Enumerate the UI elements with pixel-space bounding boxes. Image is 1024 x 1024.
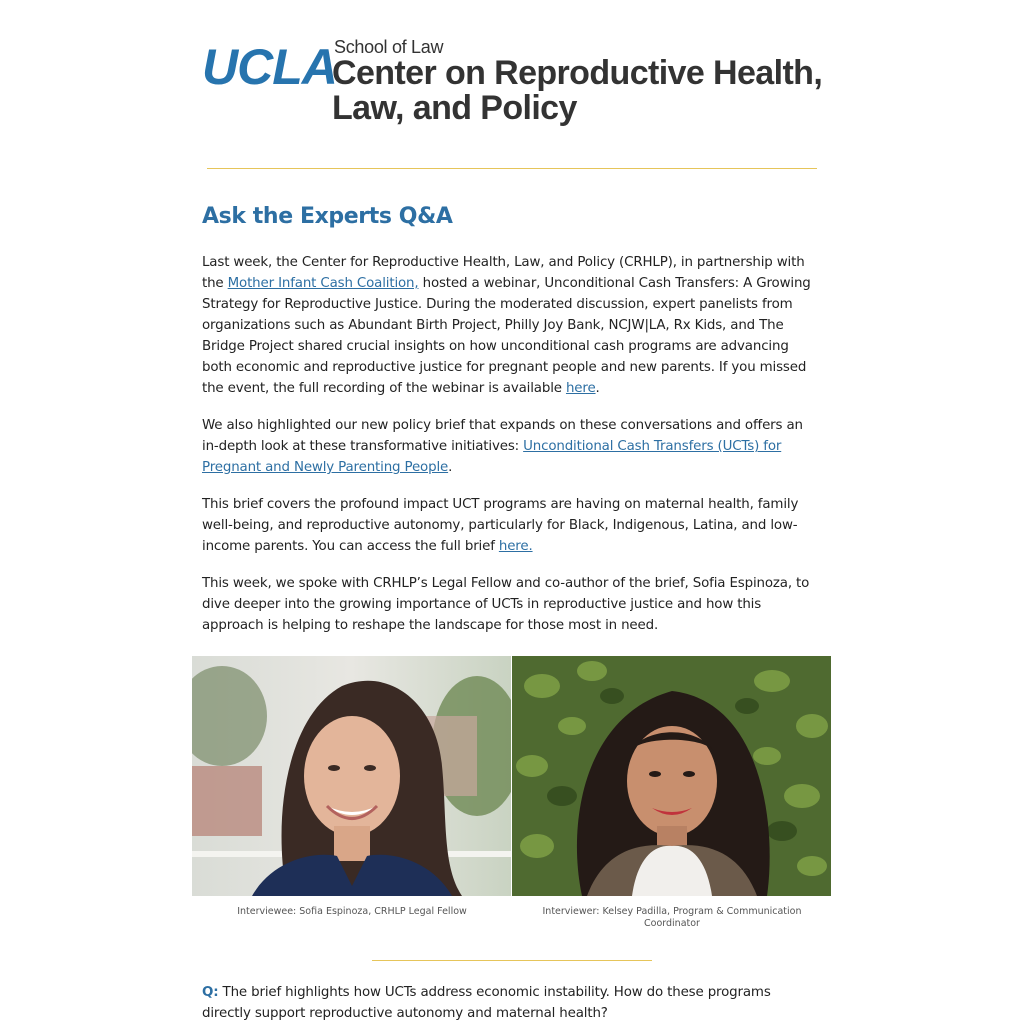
logo-center-line1: Center on Reproductive Health, <box>332 54 823 92</box>
logo-center-line2: Law, and Policy <box>332 89 577 127</box>
interviewee-photo <box>192 656 511 896</box>
p1-text-c: . <box>595 381 600 396</box>
question-label: Q: <box>202 985 219 1000</box>
header-divider <box>207 168 817 169</box>
p2-text-b: . <box>448 460 453 475</box>
intro-paragraph <box>202 252 822 399</box>
ucla-crhlp-logo[interactable] <box>202 38 822 133</box>
p2-text-a: We also highlighted our new policy brief that expands on these conversations and offers an in-depth look at these transformative initiatives: <box>202 418 803 454</box>
full-brief-link[interactable]: here. <box>498 539 533 554</box>
p1-text-b: hosted a webinar, Unconditional Cash Transfers: A Growing Strategy for Reproductive Justice. During the moderated discussion, expert panelists from organizations such as Abundant Birth Project, Philly Joy Bank, NCJW|LA, Rx Kids, and The Bridge Project shared crucial insights on how unconditional cash programs are advancing both economic and reproductive justice for pregnant people and new parents. If you missed the event, the full recording of the webinar is available <box>202 276 811 396</box>
interview-intro-paragraph: This week, we spoke with CRHLP’s Legal Fellow and co-author of the brief, Sofia Espinoza, to dive deeper into the growing importance of UCTs in reproductive justice and how this approach is helping to reshape the landscape for those most in need. <box>202 576 810 633</box>
interviewer-photo <box>512 656 831 896</box>
interviewee-caption: Interviewee: Sofia Espinoza, CRHLP Legal Fellow <box>237 906 467 917</box>
question-text: The brief highlights how UCTs address economic instability. How do these programs directly support reproductive autonomy and maternal health? <box>202 985 771 1021</box>
policy-brief-link[interactable]: Unconditional Cash Transfers (UCTs) for Pregnant and Newly Parenting People <box>202 439 782 475</box>
p1-text-a: Last week, the Center for Reproductive Health, Law, and Policy (CRHLP), in partnership with the <box>202 255 805 291</box>
policy-brief-paragraph <box>202 415 822 478</box>
logo-school-of-law: School of Law <box>334 37 444 57</box>
brief-impact-paragraph <box>202 494 822 557</box>
p3-text-a: This brief covers the profound impact UCT programs are having on maternal health, family well-being, and reproductive autonomy, particularly for Black, Indigenous, Latina, and low-income parents. You can access the full brief <box>202 497 799 554</box>
webinar-recording-link[interactable]: here <box>565 381 596 396</box>
section-divider <box>372 960 652 961</box>
logo-center-name <box>332 56 832 126</box>
question-1 <box>202 982 822 1024</box>
interviewer-caption: Interviewer: Kelsey Padilla, Program & Communication Coordinator <box>542 906 802 929</box>
article-title: Ask the Experts Q&A <box>202 204 453 229</box>
mother-infant-cash-coalition-link[interactable]: Mother Infant Cash Coalition, <box>227 276 419 291</box>
logo-ucla-wordmark: UCLA <box>202 39 337 95</box>
